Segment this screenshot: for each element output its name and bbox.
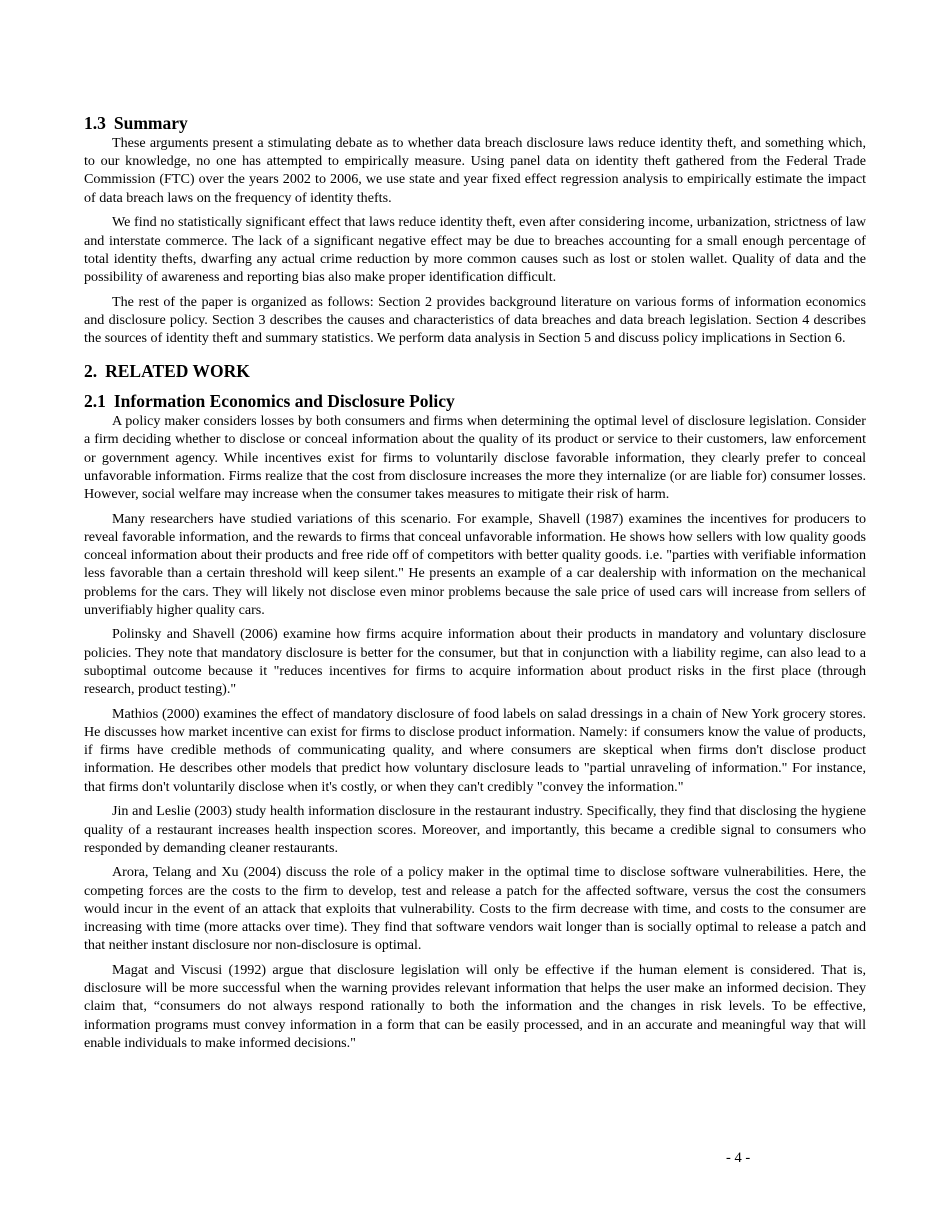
page-number: - 4 - [726, 1150, 751, 1166]
page-content [84, 112, 866, 1052]
related-work-heading-number: 2. [84, 361, 98, 382]
info-econ-paragraph-4: Mathios (2000) examines the effect of mandatory disclosure of food labels on salad dressings in a chain of New York grocery stores. He discusses how market incentive can exist for firms to disclose product information. Namely: if consumers know the value of products, if firms have credible methods of communicating quality, and where consumers are skeptical when firms don't disclose product information. He describes other models that predict how voluntary disclosure leads to "partial unraveling of information." For instance, that firms don't voluntarily disclose when it's costly, or when they can't credibly "convey the information." [84, 705, 866, 795]
info-econ-paragraph-1: A policy maker considers losses by both consumers and firms when determining the optimal level of disclosure legislation. Consider a firm deciding whether to disclose or conceal information about the quality of its product or service to their customers, law enforcement or government agency. While incentives exist for firms to voluntarily disclose favorable information, they clearly prefer to conceal unfavorable information. Firms realize that the cost from disclosure increases the more they internalize (or are liable for) consumer losses. However, social welfare may increase when the consumer takes measures to mitigate their risk of harm. [84, 413, 866, 503]
summary-paragraph-3: The rest of the paper is organized as follows: Section 2 provides background literature on various forms of information economics and disclosure policy. Section 3 describes the causes and characteristics of data breaches and data breach legislation. Section 4 describes the sources of identity theft and summary statistics. We perform data analysis in Section 5 and discuss policy implications in Section 6. [84, 293, 866, 347]
summary-heading-title: Summary [113, 113, 188, 133]
info-econ-heading [84, 390, 866, 412]
summary-paragraph-1: These arguments present a stimulating debate as to whether data breach disclosure laws reduce identity theft, and something which, to our knowledge, no one has attempted to empirically measure. Using panel data on identity theft gathered from the Federal Trade Commission (FTC) over the years 2002 to 2006, we use state and year fixed effect regression analysis to empirically estimate the impact of data breach laws on the frequency of identity thefts. [84, 135, 866, 206]
info-econ-heading-title: Information Economics and Disclosure Policy [113, 391, 455, 412]
info-econ-paragraph-3: Polinsky and Shavell (2006) examine how firms acquire information about their products in mandatory and voluntary disclosure policies. They note that mandatory disclosure is better for the consumer, but that in conjunction with a liability regime, can also lead to a suboptimal outcome because it "reduces incentives for firms to acquire information about product risks in the first place (through research, product testing)." [84, 626, 866, 698]
info-econ-paragraph-7: Magat and Viscusi (1992) argue that disclosure legislation will only be effective if the human element is considered. That is, disclosure will be more successful when the warning provides relevant information that helps the user make an informed decision. They claim that, “consumers do not always respond rationally to both the information and the changes in risk levels. To be effective, information programs must convey information in a form that can be easily processed, and in an accurate and meaningful way that will enable individuals to make informed decisions." [84, 961, 866, 1051]
info-econ-paragraph-6: Arora, Telang and Xu (2004) discuss the role of a policy maker in the optimal time to disclose software vulnerabilities. Here, the competing forces are the costs to the firm to develop, test and release a patch for the affected software, versus the cost the consumers would incur in the event of an attack that exploits that vulnerability. Costs to the firm decrease with time, and costs to the consumer are increasing with time (more attacks over time). They find that software vendors wait longer than is socially optimal to release a patch and that neither instant disclosure nor non-disclosure is optimal. [84, 864, 866, 954]
summary-paragraph-2: We find no statistically significant effect that laws reduce identity theft, even after considering income, urbanization, strictness of law and interstate commerce. The lack of a significant negative effect may be due to breaches accounting for a small enough percentage of total identity thefts, dwarfing any actual crime reduction by more common causes such as lost or stolen wallet. Quality of data and the possibility of awareness and reporting bias also make proper identification difficult. [84, 214, 866, 285]
summary-heading [84, 112, 866, 134]
info-econ-heading-number: 2.1 [84, 391, 106, 412]
related-work-heading [84, 360, 866, 382]
info-econ-paragraph-2: Many researchers have studied variations of this scenario. For example, Shavell (1987) examines the incentives for producers to reveal favorable information, and the rewards to firms that conceal unfavorable information. He shows how sellers with low quality goods conceal information about their products and free ride off of competitors with better quality goods. i.e. "parties with verifiable information less favorable than a certain threshold will keep silent." He presents an example of a car dealership with information on the mechanical problems for the cars. They will likely not disclose even minor problems because the sale price of used cars will increase from sellers of unverifiably higher quality cars. [84, 510, 866, 618]
related-work-heading-title: RELATED WORK [105, 361, 250, 382]
summary-heading-number: 1.3 [84, 113, 106, 133]
info-econ-paragraph-5: Jin and Leslie (2003) study health information disclosure in the restaurant industry. Specifically, they find that disclosing the hygiene quality of a restaurant increases health inspection scores. Moreover, and importantly, this became a credible signal to consumers who responded by demanding cleaner restaurants. [84, 803, 866, 856]
